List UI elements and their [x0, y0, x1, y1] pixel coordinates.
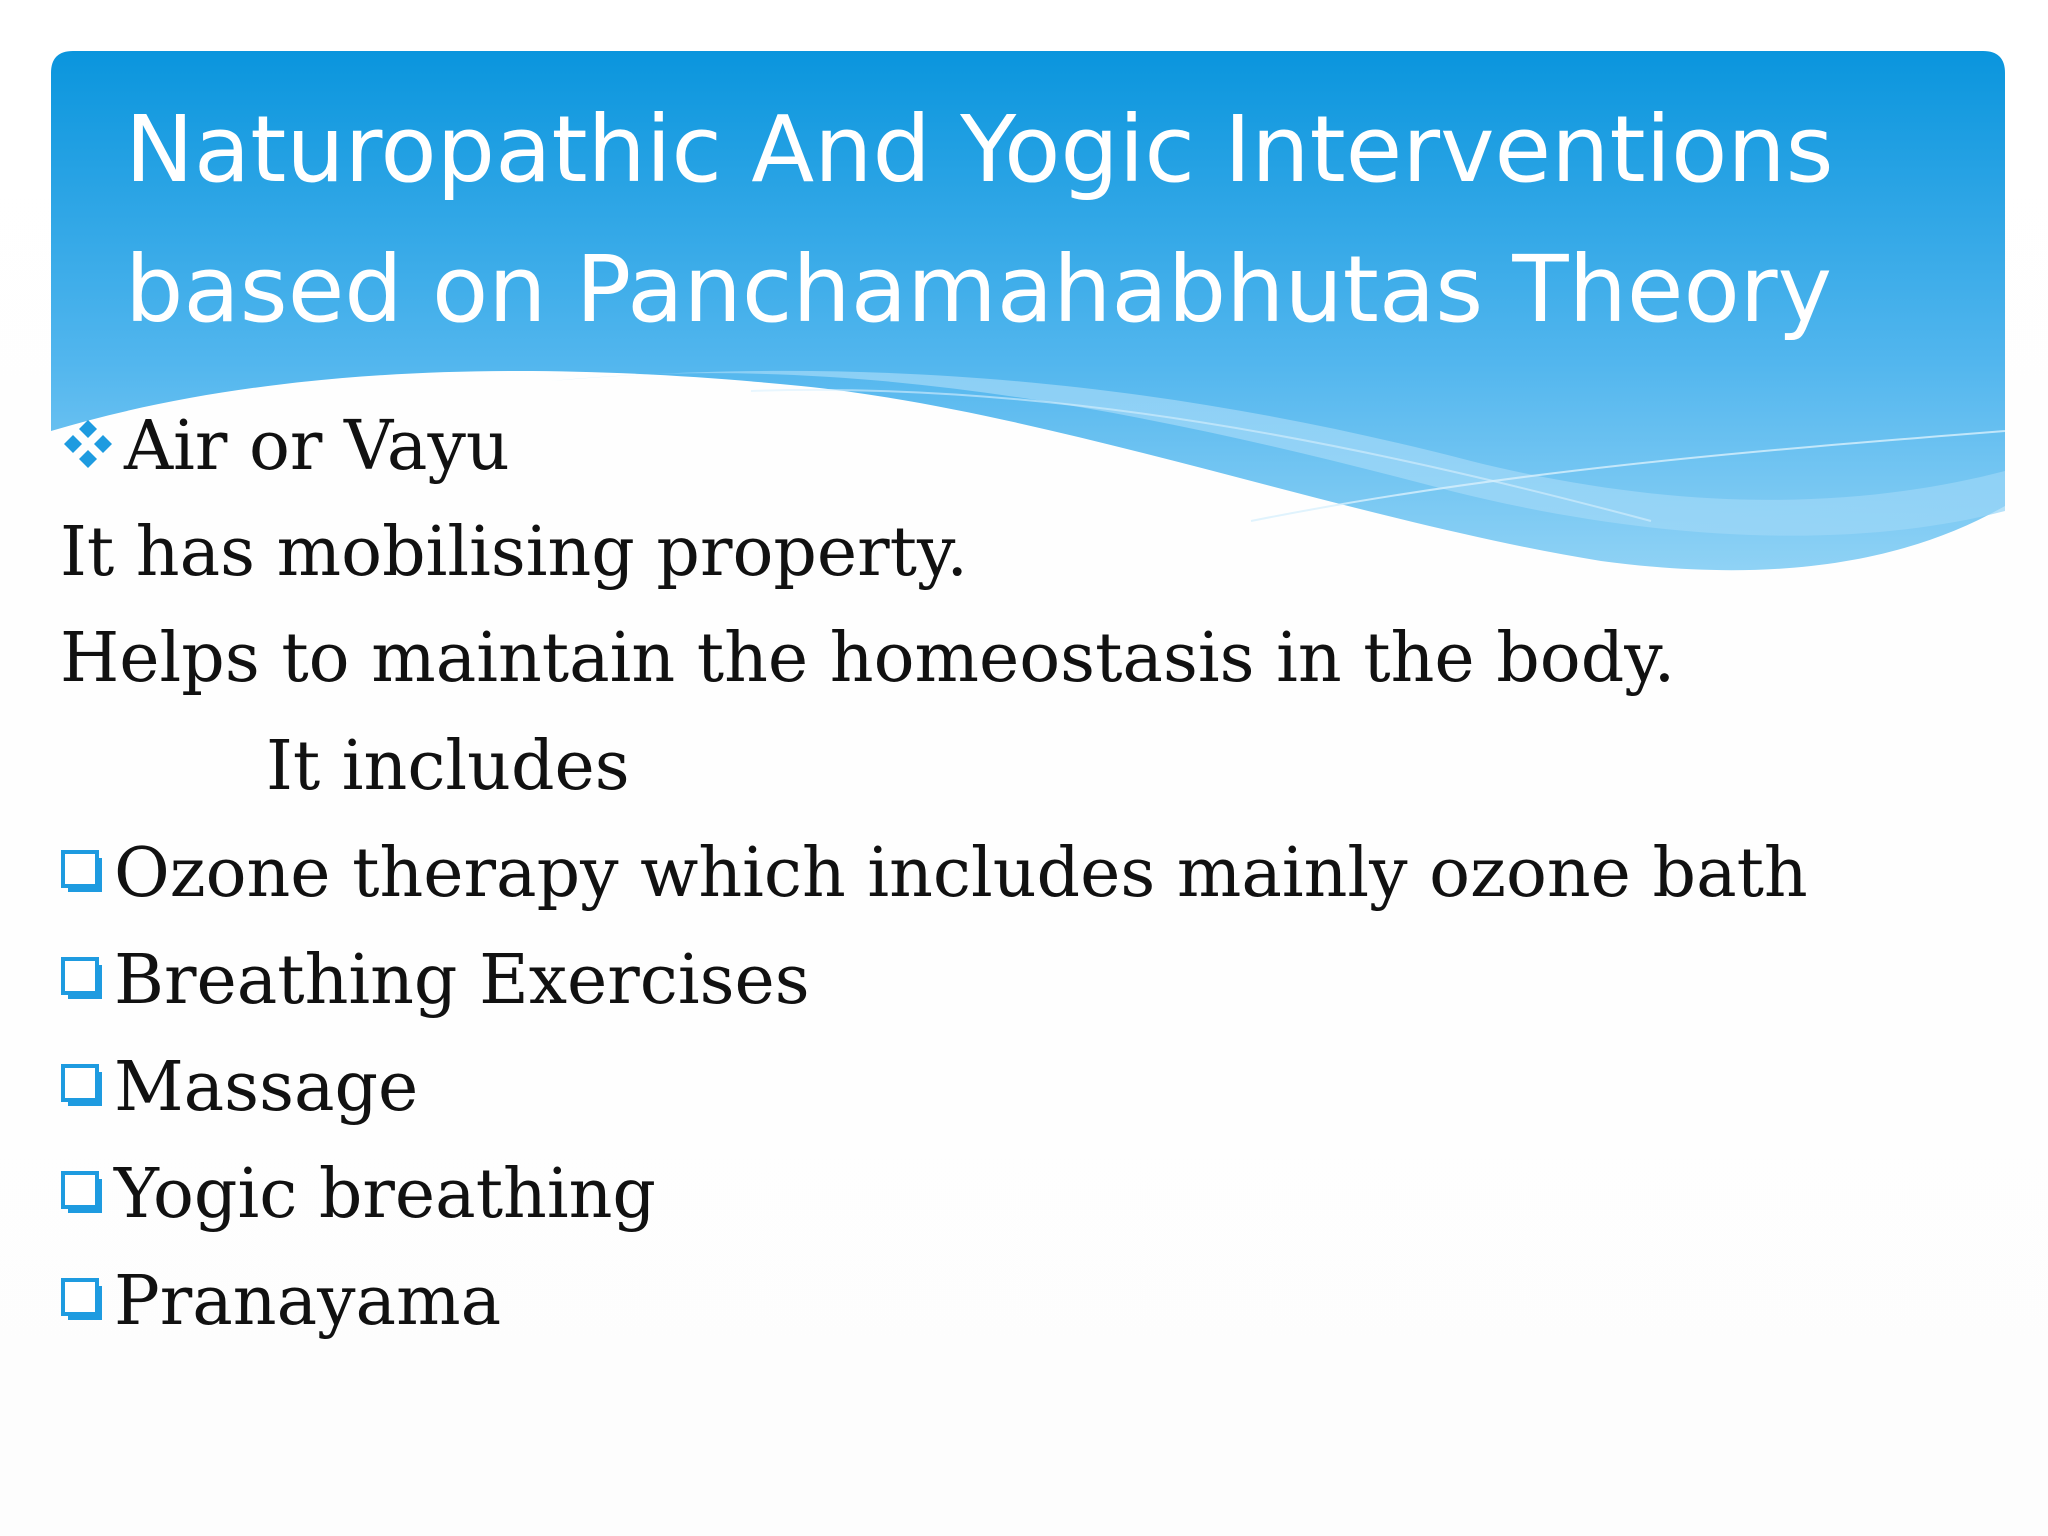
heading-text: Air or Vayu [124, 407, 510, 486]
checkbox-icon [60, 1062, 110, 1112]
list-item-text: Ozone therapy which includes mainly ozone bath [114, 834, 1808, 913]
title-line-1: Naturopathic And Yogic Interventions [125, 96, 1834, 203]
four-diamond-icon [60, 416, 116, 472]
list-item-text: Yogic breathing [114, 1155, 656, 1234]
list-item [60, 1257, 501, 1347]
list-item-text: Massage [114, 1048, 419, 1127]
list-item-text: Breathing Exercises [114, 941, 810, 1020]
slide-title [125, 80, 2025, 360]
list-item-text: Pranayama [114, 1262, 502, 1341]
checkbox-icon [60, 1276, 110, 1326]
text-line-3: It includes [266, 727, 630, 806]
list-item [60, 936, 810, 1026]
checkbox-icon [60, 955, 110, 1005]
checkbox-icon [60, 1169, 110, 1219]
checkbox-icon [60, 848, 110, 898]
list-item [60, 1150, 656, 1240]
list-item [60, 829, 1808, 919]
heading-bullet [60, 402, 510, 492]
title-line-2: based on Panchamahabhutas Theory [125, 236, 1833, 343]
text-line-1: It has mobilising property. [60, 513, 969, 592]
text-line-2: Helps to maintain the homeostasis in the body. [60, 619, 1676, 698]
list-item [60, 1043, 418, 1133]
